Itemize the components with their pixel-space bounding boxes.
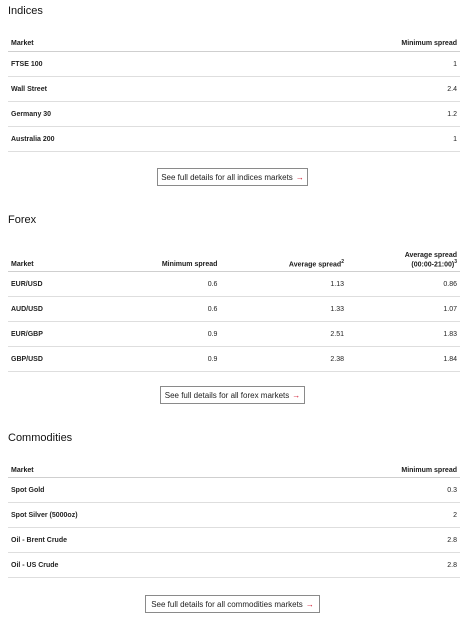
market-name: Australia 200: [8, 127, 234, 152]
table-row: [8, 322, 460, 347]
average-spread-hours-value: 1.84: [347, 347, 460, 372]
average-spread-hours-value: 1.07: [347, 297, 460, 322]
see-all-forex-button[interactable]: [160, 386, 305, 404]
table-row: [8, 553, 460, 578]
table-header-row: [8, 464, 460, 478]
average-spread-value: 1.13: [220, 272, 347, 297]
forex-title: Forex: [8, 214, 37, 226]
table-row: [8, 77, 460, 102]
footnote-marker: 2: [341, 258, 344, 265]
average-spread-value: 1.33: [220, 297, 347, 322]
minimum-spread-value: 0.6: [121, 272, 220, 297]
minimum-spread-value: 2.8: [234, 553, 460, 578]
average-spread-hours-range: (00:00-21:00): [411, 261, 455, 268]
column-header-average-spread-hours: [347, 246, 460, 272]
average-spread-value: 2.51: [220, 322, 347, 347]
market-name: Wall Street: [8, 77, 234, 102]
minimum-spread-value: 1: [234, 127, 460, 152]
market-name: Oil - Brent Crude: [8, 528, 234, 553]
arrow-right-icon: →: [305, 599, 314, 609]
table-row: [8, 272, 460, 297]
column-header-market: Market: [8, 246, 121, 272]
arrow-right-icon: →: [295, 172, 304, 182]
table-row: [8, 478, 460, 503]
table-row: [8, 127, 460, 152]
market-name: Germany 30: [8, 102, 234, 127]
table-row: [8, 102, 460, 127]
minimum-spread-value: 0.6: [121, 297, 220, 322]
table-header-row: [8, 246, 460, 272]
market-name: GBP/USD: [8, 347, 121, 372]
column-header-market: Market: [8, 464, 234, 478]
average-spread-value: 2.38: [220, 347, 347, 372]
average-spread-label: Average spread: [288, 261, 342, 268]
see-all-commodities-button[interactable]: [145, 595, 320, 613]
minimum-spread-value: 0.9: [121, 322, 220, 347]
minimum-spread-value: 2: [234, 503, 460, 528]
minimum-spread-value: 1.2: [234, 102, 460, 127]
see-all-indices-button[interactable]: [157, 168, 308, 186]
commodities-table: [8, 464, 460, 578]
button-label: See full details for all commodities markets: [151, 599, 303, 609]
market-name: EUR/GBP: [8, 322, 121, 347]
market-name: FTSE 100: [8, 52, 234, 77]
forex-table: [8, 246, 460, 372]
average-spread-hours-value: 1.83: [347, 322, 460, 347]
column-header-minimum-spread: Minimum spread: [234, 464, 460, 478]
table-row: [8, 503, 460, 528]
column-header-market: Market: [8, 36, 234, 52]
minimum-spread-value: 2.8: [234, 528, 460, 553]
minimum-spread-value: 1: [234, 52, 460, 77]
market-name: AUD/USD: [8, 297, 121, 322]
average-spread-hours-value: 0.86: [347, 272, 460, 297]
indices-table: [8, 36, 460, 152]
market-name: Oil - US Crude: [8, 553, 234, 578]
arrow-right-icon: →: [292, 390, 301, 400]
average-spread-hours-label: Average spread: [404, 251, 457, 259]
column-header-average-spread: [220, 246, 347, 272]
market-name: Spot Silver (5000oz): [8, 503, 234, 528]
minimum-spread-value: 0.3: [234, 478, 460, 503]
table-row: [8, 528, 460, 553]
minimum-spread-value: 2.4: [234, 77, 460, 102]
market-name: Spot Gold: [8, 478, 234, 503]
column-header-minimum-spread: Minimum spread: [121, 246, 220, 272]
button-label: See full details for all indices markets: [161, 172, 293, 182]
table-row: [8, 347, 460, 372]
table-row: [8, 52, 460, 77]
column-header-minimum-spread: Minimum spread: [234, 36, 460, 52]
table-row: [8, 297, 460, 322]
footnote-marker: 3: [454, 258, 457, 265]
market-name: EUR/USD: [8, 272, 121, 297]
commodities-title: Commodities: [8, 432, 73, 444]
table-header-row: [8, 36, 460, 52]
minimum-spread-value: 0.9: [121, 347, 220, 372]
indices-title: Indices: [8, 5, 43, 17]
button-label: See full details for all forex markets: [164, 390, 290, 400]
